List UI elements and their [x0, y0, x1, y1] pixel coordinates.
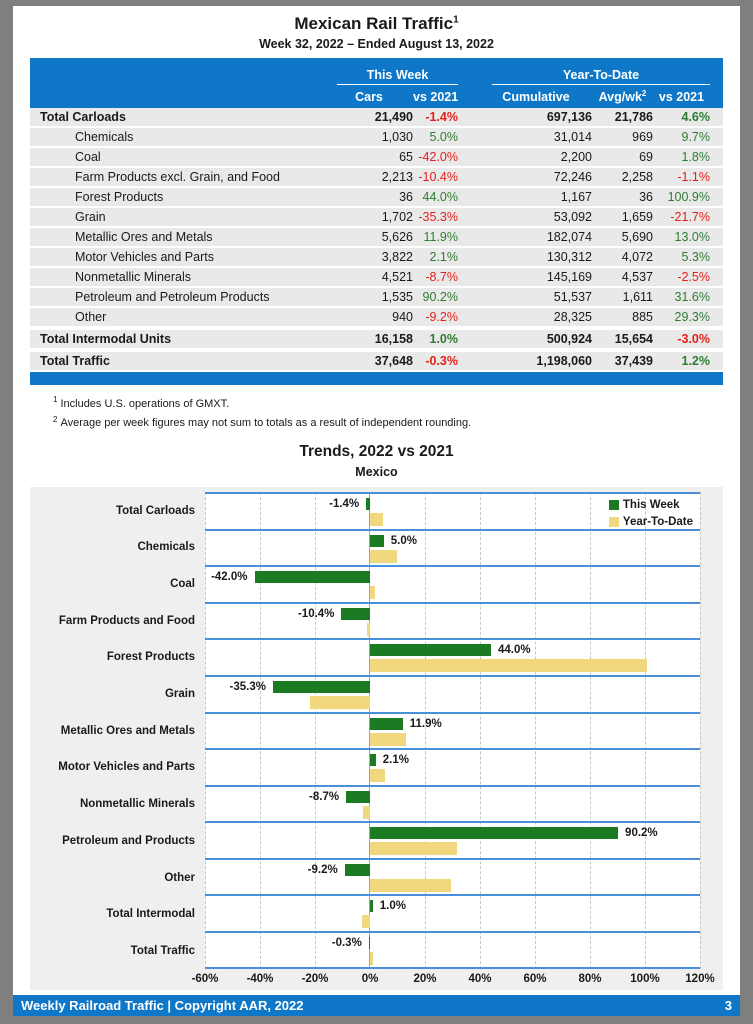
cars-value: 36 — [399, 190, 413, 204]
y-axis-labels — [30, 492, 195, 969]
category-label: Total Traffic — [130, 944, 195, 957]
cars-value: 3,822 — [381, 250, 413, 264]
page-number: 3 — [724, 998, 732, 1013]
table-row — [30, 308, 723, 328]
avg-per-week-value: 2,258 — [621, 170, 653, 184]
category-label: Nonmetallic Minerals — [79, 798, 195, 811]
table-row — [30, 268, 723, 288]
bar-value-label: -9.2% — [307, 863, 338, 876]
year-to-date-bar — [370, 550, 397, 563]
chart-legend — [609, 496, 693, 530]
vs-2021-week-value: -1.4% — [425, 110, 458, 124]
cars-value: 940 — [392, 310, 413, 324]
avg-per-week-value: 36 — [639, 190, 653, 204]
row-label: Motor Vehicles and Parts — [75, 250, 214, 264]
this-week-group-header: This Week — [337, 68, 458, 85]
page-title — [13, 14, 740, 34]
vs-2021-ytd-value: -1.1% — [677, 170, 710, 184]
cars-value: 1,702 — [381, 210, 413, 224]
bar-value-label: -42.0% — [211, 571, 248, 584]
cars-value: 1,030 — [381, 130, 413, 144]
x-axis-tick-label: 0% — [361, 973, 379, 986]
footnote-marker: 2 — [53, 414, 58, 424]
category-label: Petroleum and Products — [62, 834, 195, 847]
cars-value: 2,213 — [381, 170, 413, 184]
cumulative-value: 31,014 — [553, 130, 592, 144]
avg-per-week-value: 37,439 — [614, 354, 653, 368]
vs-2021-week-value: 1.0% — [429, 332, 458, 346]
vs-2021-week-value: 5.0% — [429, 130, 458, 144]
cars-column-header: Cars — [355, 89, 383, 104]
category-label: Coal — [170, 578, 195, 591]
table-row — [30, 188, 723, 208]
cumulative-value: 2,200 — [560, 150, 592, 164]
legend-label: Year-To-Date — [622, 515, 693, 528]
chart-band — [205, 675, 700, 712]
category-label: Motor Vehicles and Parts — [58, 761, 195, 774]
legend-item-year-to-date — [609, 513, 693, 530]
table-row — [30, 248, 723, 268]
year-to-date-bar — [370, 952, 373, 965]
year-to-date-bar — [310, 696, 370, 709]
year-to-date-bar — [370, 659, 647, 672]
chart-band — [205, 565, 700, 602]
row-label: Other — [75, 310, 107, 324]
cumulative-value: 1,198,060 — [536, 354, 592, 368]
footer-text: Weekly Railroad Traffic | Copyright AAR, 2022 — [21, 998, 304, 1013]
category-label: Grain — [164, 688, 195, 701]
footer-bar — [13, 995, 740, 1016]
cars-value: 5,626 — [381, 230, 413, 244]
row-label: Forest Products — [75, 190, 164, 204]
cumulative-value: 28,325 — [553, 310, 592, 324]
cars-value: 1,535 — [381, 290, 413, 304]
row-label: Total Traffic — [40, 354, 110, 368]
table-bottom-bar — [30, 372, 723, 385]
footnote-1 — [53, 395, 740, 410]
table-row — [30, 148, 723, 168]
category-label: Farm Products and Food — [58, 614, 195, 627]
year-to-date-bar — [370, 586, 375, 599]
vs-2021-ytd-column-header: vs 2021 — [658, 89, 705, 104]
x-axis-tick-label: 120% — [685, 973, 715, 986]
vs-2021-week-value: 2.1% — [429, 250, 458, 264]
year-to-date-swatch — [609, 517, 619, 527]
this-week-bar — [255, 571, 371, 583]
table-row — [30, 228, 723, 248]
avg-per-week-value: 969 — [632, 130, 653, 144]
this-week-bar — [370, 535, 384, 547]
cumulative-value: 72,246 — [553, 170, 592, 184]
year-to-date-bar — [363, 806, 370, 819]
avg-per-week-column-header — [592, 89, 653, 104]
x-axis-tick-label: 100% — [630, 973, 660, 986]
year-to-date-bar — [370, 879, 451, 892]
vs-2021-week-value: -0.3% — [425, 354, 458, 368]
year-to-date-group-header: Year-To-Date — [492, 68, 710, 85]
chart-band — [205, 748, 700, 785]
this-week-bar — [370, 900, 373, 912]
x-axis-tick-label: -20% — [301, 973, 329, 986]
cars-value: 16,158 — [374, 332, 413, 346]
bar-value-label: -8.7% — [309, 790, 340, 803]
vs-2021-week-value: -8.7% — [425, 270, 458, 284]
this-week-swatch — [609, 500, 619, 510]
this-week-bar — [346, 791, 370, 803]
bar-value-label: 5.0% — [390, 534, 417, 547]
bar-value-label: -1.4% — [329, 498, 360, 511]
category-label: Chemicals — [137, 541, 195, 554]
cumulative-value: 51,537 — [553, 290, 592, 304]
year-to-date-bar — [370, 733, 406, 746]
cars-value: 37,648 — [374, 354, 413, 368]
chart-band — [205, 712, 700, 749]
page-title-text: Mexican Rail Traffic — [294, 14, 454, 33]
table-group-header-row — [30, 62, 723, 85]
vs-2021-ytd-value: 31.6% — [674, 290, 710, 304]
vs-2021-ytd-value: -21.7% — [670, 210, 710, 224]
vs-2021-week-column-header: vs 2021 — [413, 89, 459, 104]
avg-per-week-value: 4,537 — [621, 270, 653, 284]
x-axis-tick-label: -60% — [191, 973, 219, 986]
chart-band — [205, 602, 700, 639]
table-row — [30, 168, 723, 188]
avg-per-week-value: 1,659 — [621, 210, 653, 224]
vs-2021-week-value: 11.9% — [423, 230, 458, 244]
year-to-date-bar — [370, 769, 385, 782]
category-label: Other — [164, 871, 195, 884]
vs-2021-ytd-value: 1.2% — [681, 354, 710, 368]
avg-per-week-value: 15,654 — [614, 332, 653, 346]
cumulative-value: 145,169 — [546, 270, 592, 284]
category-label: Total Carloads — [115, 504, 195, 517]
table-row — [30, 208, 723, 228]
table-row — [30, 350, 723, 372]
x-axis-labels — [191, 973, 715, 989]
traffic-table — [30, 58, 723, 385]
table-row — [30, 108, 723, 128]
cars-value: 4,521 — [381, 270, 413, 284]
table-header — [30, 58, 723, 108]
cumulative-value: 53,092 — [553, 210, 592, 224]
row-label: Total Intermodal Units — [40, 332, 172, 346]
trends-chart — [30, 487, 723, 990]
avg-footnote-marker: 2 — [641, 88, 647, 98]
cumulative-value: 697,136 — [546, 110, 592, 124]
vs-2021-ytd-value: 29.3% — [674, 310, 710, 324]
category-label: Forest Products — [106, 651, 195, 664]
vs-2021-ytd-value: 9.7% — [681, 130, 710, 144]
chart-title: Trends, 2022 vs 2021 — [299, 443, 454, 461]
vs-2021-week-value: -10.4% — [418, 170, 458, 184]
x-axis-tick-label: 20% — [413, 973, 437, 986]
vs-2021-ytd-value: 5.3% — [681, 250, 710, 264]
category-label: Metallic Ores and Metals — [60, 724, 195, 737]
table-column-header-row — [30, 85, 723, 108]
year-to-date-bar — [370, 842, 457, 855]
this-week-bar — [370, 754, 376, 766]
bands-layer — [205, 492, 700, 969]
vs-2021-week-value: 44.0% — [422, 190, 458, 204]
bar-value-label: 44.0% — [498, 644, 531, 657]
footnotes — [53, 395, 740, 434]
cumulative-value: 130,312 — [546, 250, 592, 264]
legend-item-this-week — [609, 496, 693, 513]
cumulative-value: 1,167 — [560, 190, 592, 204]
year-to-date-bar — [367, 623, 370, 636]
this-week-bar — [370, 644, 491, 656]
this-week-bar — [369, 937, 370, 949]
title-footnote-marker: 1 — [453, 14, 459, 26]
this-week-bar — [370, 827, 618, 839]
footnote-marker: 1 — [53, 395, 58, 404]
vs-2021-ytd-value: -2.5% — [677, 270, 710, 284]
page-subtitle: Week 32, 2022 – Ended August 13, 2022 — [259, 37, 494, 51]
row-label: Nonmetallic Minerals — [75, 270, 192, 284]
chart-band — [205, 894, 700, 931]
row-label: Coal — [75, 150, 101, 164]
vs-2021-week-value: 90.2% — [422, 290, 458, 304]
table-body — [30, 108, 723, 372]
chart-subtitle: Mexico — [355, 465, 398, 480]
chart-band — [205, 785, 700, 822]
footnote-text: Average per week figures may not sum to totals as a result of independent rounding. — [60, 417, 472, 430]
chart-band — [205, 858, 700, 895]
cumulative-value: 182,074 — [546, 230, 592, 244]
plot-area — [205, 492, 700, 969]
avg-per-week-value: 21,786 — [614, 110, 653, 124]
bar-value-label: -0.3% — [331, 936, 362, 949]
avg-label: Avg/wk — [598, 90, 642, 105]
this-week-bar — [341, 608, 370, 620]
bar-value-label: 2.1% — [382, 754, 409, 767]
avg-per-week-value: 5,690 — [621, 230, 653, 244]
cars-value: 21,490 — [374, 110, 413, 124]
category-label: Total Intermodal — [106, 908, 195, 921]
x-axis-tick-label: 60% — [523, 973, 547, 986]
table-row — [30, 328, 723, 350]
year-to-date-bar — [362, 915, 370, 928]
avg-per-week-value: 69 — [639, 150, 653, 164]
table-row — [30, 128, 723, 148]
row-label: Grain — [75, 210, 106, 224]
avg-per-week-value: 1,611 — [622, 290, 653, 304]
chart-band — [205, 638, 700, 675]
vs-2021-ytd-value: 100.9% — [667, 190, 710, 204]
report-page — [13, 6, 740, 1016]
vs-2021-week-value: -42.0% — [418, 150, 458, 164]
cars-value: 65 — [399, 150, 413, 164]
this-week-bar — [345, 864, 370, 876]
this-week-bar — [366, 498, 370, 510]
x-axis-tick-label: -40% — [246, 973, 274, 986]
this-week-bar — [273, 681, 370, 693]
row-label: Metallic Ores and Metals — [75, 230, 213, 244]
chart-band — [205, 821, 700, 858]
x-axis-tick-label: 80% — [578, 973, 602, 986]
this-week-bar — [370, 718, 403, 730]
vs-2021-ytd-value: 1.8% — [681, 150, 710, 164]
row-label: Chemicals — [75, 130, 134, 144]
bar-value-label: -35.3% — [229, 680, 266, 693]
avg-per-week-value: 885 — [632, 310, 653, 324]
vs-2021-ytd-value: -3.0% — [677, 332, 710, 346]
table-row — [30, 288, 723, 308]
cumulative-value: 500,924 — [546, 332, 592, 346]
bar-value-label: -10.4% — [297, 607, 335, 620]
footnote-text: Includes U.S. operations of GMXT. — [60, 397, 230, 410]
vs-2021-ytd-value: 13.0% — [674, 230, 710, 244]
row-label: Farm Products excl. Grain, and Food — [75, 170, 280, 184]
footnote-2 — [53, 415, 740, 430]
vs-2021-ytd-value: 4.6% — [681, 110, 710, 124]
year-to-date-bar — [370, 513, 383, 526]
chart-band — [205, 529, 700, 566]
avg-per-week-value: 4,072 — [621, 250, 653, 264]
x-axis-tick-label: 40% — [468, 973, 492, 986]
chart-band — [205, 931, 700, 970]
row-label: Petroleum and Petroleum Products — [75, 290, 270, 304]
legend-label: This Week — [622, 498, 680, 511]
bar-value-label: 90.2% — [625, 827, 658, 840]
cumulative-column-header: Cumulative — [502, 89, 570, 104]
vs-2021-week-value: -9.2% — [425, 310, 458, 324]
bar-value-label: 11.9% — [409, 717, 442, 730]
row-label: Total Carloads — [40, 110, 126, 124]
vs-2021-week-value: -35.3% — [418, 210, 458, 224]
bar-value-label: 1.0% — [379, 900, 406, 913]
